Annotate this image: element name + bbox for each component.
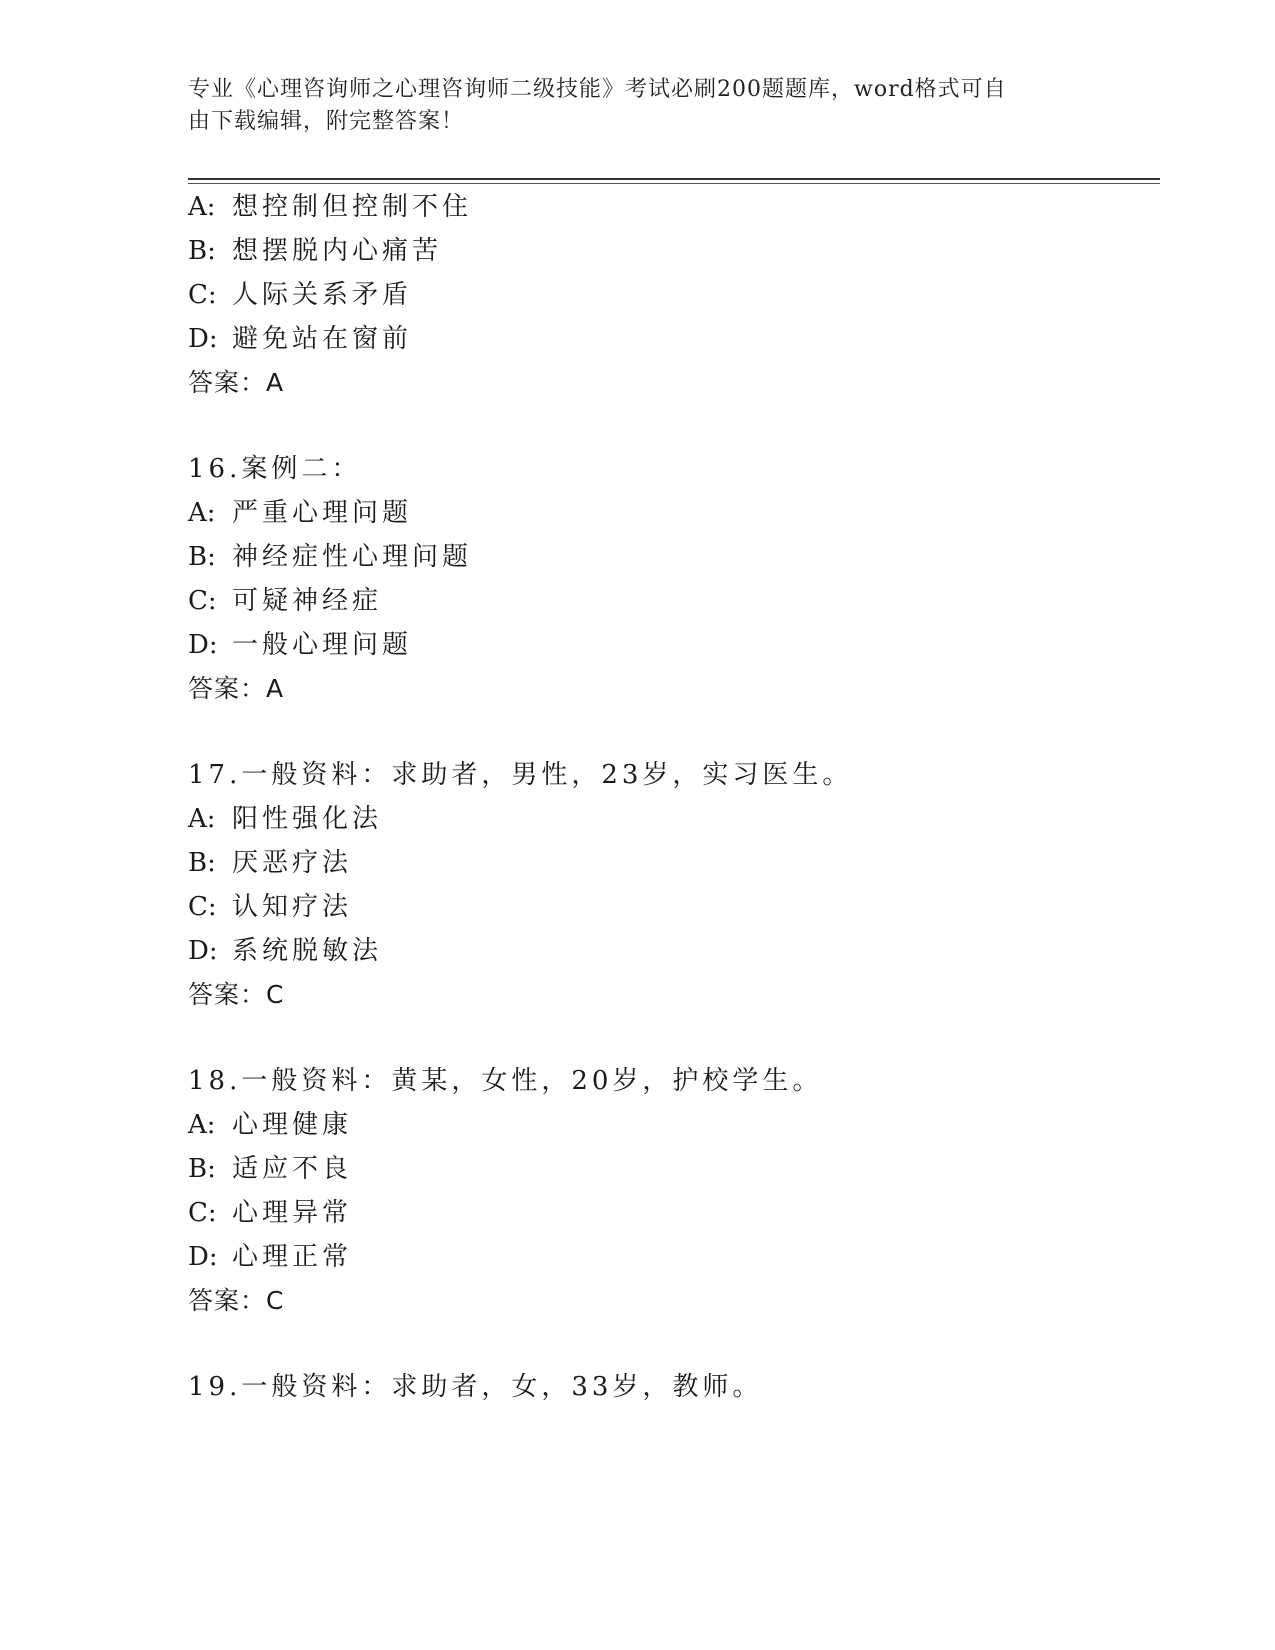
option-letter: D: xyxy=(188,1242,218,1272)
q16-option-b xyxy=(188,540,472,574)
q18-option-d xyxy=(188,1240,352,1274)
option-text: 神经症性心理问题 xyxy=(232,542,473,572)
q17-option-d xyxy=(188,934,382,968)
header-line-2: 由下载编辑，附完整答案！ xyxy=(188,109,465,134)
q17-answer: 答案：C xyxy=(188,980,285,1009)
q16-option-c xyxy=(188,584,382,618)
option-letter: A: xyxy=(188,1110,216,1140)
document-header xyxy=(188,74,1068,138)
q17-stem: 17.一般资料：求助者，男性，23岁，实习医生。 xyxy=(188,760,853,790)
option-text: 可疑神经症 xyxy=(232,586,383,616)
option-text: 认知疗法 xyxy=(232,892,353,922)
option-text: 心理健康 xyxy=(232,1110,353,1140)
option-letter: D: xyxy=(188,324,218,354)
q17-option-a xyxy=(188,802,382,836)
option-letter: B: xyxy=(188,236,216,266)
q19-stem: 19.一般资料：求助者，女，33岁，教师。 xyxy=(188,1372,763,1402)
q18-stem: 18.一般资料：黄某，女性，20岁，护校学生。 xyxy=(188,1066,823,1096)
option-letter: B: xyxy=(188,1154,216,1184)
option-text: 阳性强化法 xyxy=(232,804,383,834)
option-text: 心理正常 xyxy=(232,1242,353,1272)
option-letter: C: xyxy=(188,892,217,922)
q15-option-d xyxy=(188,322,412,356)
option-text: 厌恶疗法 xyxy=(232,848,353,878)
header-divider-thin xyxy=(188,183,1160,184)
option-letter: C: xyxy=(188,1198,217,1228)
q16-option-d xyxy=(188,628,412,662)
header-line-1: 专业《心理咨询师之心理咨询师二级技能》考试必刷200题题库，word格式可自 xyxy=(188,77,1007,102)
header-divider-thick xyxy=(188,178,1160,180)
q15-option-a xyxy=(188,190,472,224)
q16-option-a xyxy=(188,496,412,530)
option-text: 人际关系矛盾 xyxy=(232,280,413,310)
option-text: 避免站在窗前 xyxy=(232,324,413,354)
q15-option-c xyxy=(188,278,412,312)
option-letter: A: xyxy=(188,192,216,222)
option-text: 系统脱敏法 xyxy=(232,936,383,966)
q16-answer: 答案：A xyxy=(188,674,285,703)
option-text: 严重心理问题 xyxy=(232,498,413,528)
q18-option-c xyxy=(188,1196,352,1230)
option-letter: D: xyxy=(188,936,218,966)
option-letter: B: xyxy=(188,542,216,572)
q18-option-a xyxy=(188,1108,352,1142)
option-text: 想摆脱内心痛苦 xyxy=(232,236,443,266)
option-letter: A: xyxy=(188,498,216,528)
option-letter: B: xyxy=(188,848,216,878)
option-letter: C: xyxy=(188,280,217,310)
q18-answer: 答案：C xyxy=(188,1286,285,1315)
option-text: 心理异常 xyxy=(232,1198,353,1228)
option-text: 适应不良 xyxy=(232,1154,353,1184)
q18-option-b xyxy=(188,1152,352,1186)
option-text: 想控制但控制不住 xyxy=(232,192,473,222)
q17-option-c xyxy=(188,890,352,924)
q16-stem: 16.案例二： xyxy=(188,454,362,484)
option-letter: C: xyxy=(188,586,217,616)
q15-answer: 答案：A xyxy=(188,368,285,397)
option-letter: D: xyxy=(188,630,218,660)
option-letter: A: xyxy=(188,804,216,834)
option-text: 一般心理问题 xyxy=(232,630,413,660)
q15-option-b xyxy=(188,234,442,268)
q17-option-b xyxy=(188,846,352,880)
